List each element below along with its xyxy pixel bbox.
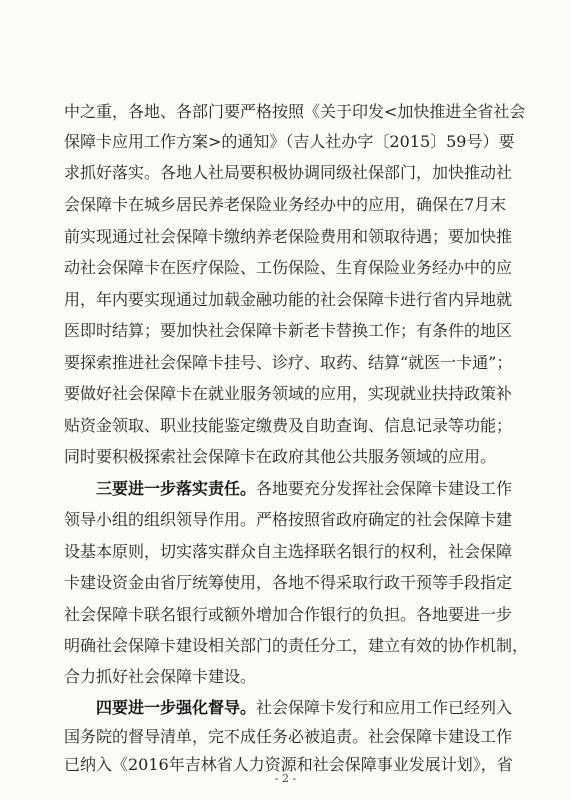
text-line: 要做好社会保障卡在就业服务领域的应用，实现就业扶持政策补	[64, 384, 513, 403]
text-line: 卡建设资金由省厅统筹使用，各地不得采取行政干预等手段指定	[64, 573, 513, 592]
text-line: 会保障卡在城乡居民养老保险业务经办中的应用，确保在7月末	[64, 195, 507, 214]
text-line: 用，年内要实现通过加载金融功能的社会保障卡进行省内异地就	[64, 290, 513, 309]
text-line: 已纳入《2016年吉林省人力资源和社会保障事业发展计划》，省	[64, 755, 513, 774]
text-line: 领导小组的组织领导作用。严格按照省政府确定的社会保障卡建	[64, 510, 513, 529]
section-3-heading: 三要进一步落实责任。	[96, 479, 257, 498]
page-number: - 2 -	[274, 772, 297, 785]
text-line: 中之重，各地、各部门要严格按照《关于印发<加快推进全省社会	[64, 102, 526, 121]
text-line: 明确社会保障卡建设相关部门的责任分工，建立有效的协作机制，	[64, 636, 529, 655]
text-line: 保障卡应用工作方案>的通知》（吉人社办字〔2015〕59号）要	[64, 132, 515, 151]
text-line: 前实现通过社会保障卡缴纳养老保险费用和领取待遇；要加快推	[64, 227, 513, 246]
text-line: 医即时结算；要加快社会保障卡新老卡替换工作；有条件的地区	[64, 321, 513, 340]
section-4-heading: 四要进一步强化督导。	[96, 698, 257, 717]
text-line: 合力抓好社会保障卡建设。	[64, 667, 257, 686]
text-line: 设基本原则，切实落实群众自主选择联名银行的权利，社会保障	[64, 542, 513, 561]
section-3-first-line	[96, 474, 513, 504]
text-line: 要探索推进社会保障卡挂号、诊疗、取药、结算“就医一卡通”；	[64, 353, 513, 372]
text-line: 同时要积极探索社会保障卡在政府其他公共服务领域的应用。	[64, 447, 497, 466]
text-line: 求抓好落实。各地人社局要积极协调同级社保部门，加快推动社	[64, 163, 513, 182]
section-4-first-line-text: 社会保障卡发行和应用工作已经列入	[256, 698, 513, 717]
text-line: 社会保障卡联名银行或额外增加合作银行的负担。各地要进一步	[64, 605, 513, 624]
section-3-first-line-text: 各地要充分发挥社会保障卡建设工作	[256, 479, 513, 498]
text-line: 国务院的督导清单，完不成任务必被追责。社会保障卡建设工作	[64, 727, 513, 746]
text-line: 贴资金领取、职业技能鉴定缴费及自助查询、信息记录等功能；	[64, 416, 513, 435]
section-4-first-line	[96, 693, 513, 723]
text-line: 动社会保障卡在医疗保险、工伤保险、生育保险业务经办中的应	[64, 258, 513, 277]
